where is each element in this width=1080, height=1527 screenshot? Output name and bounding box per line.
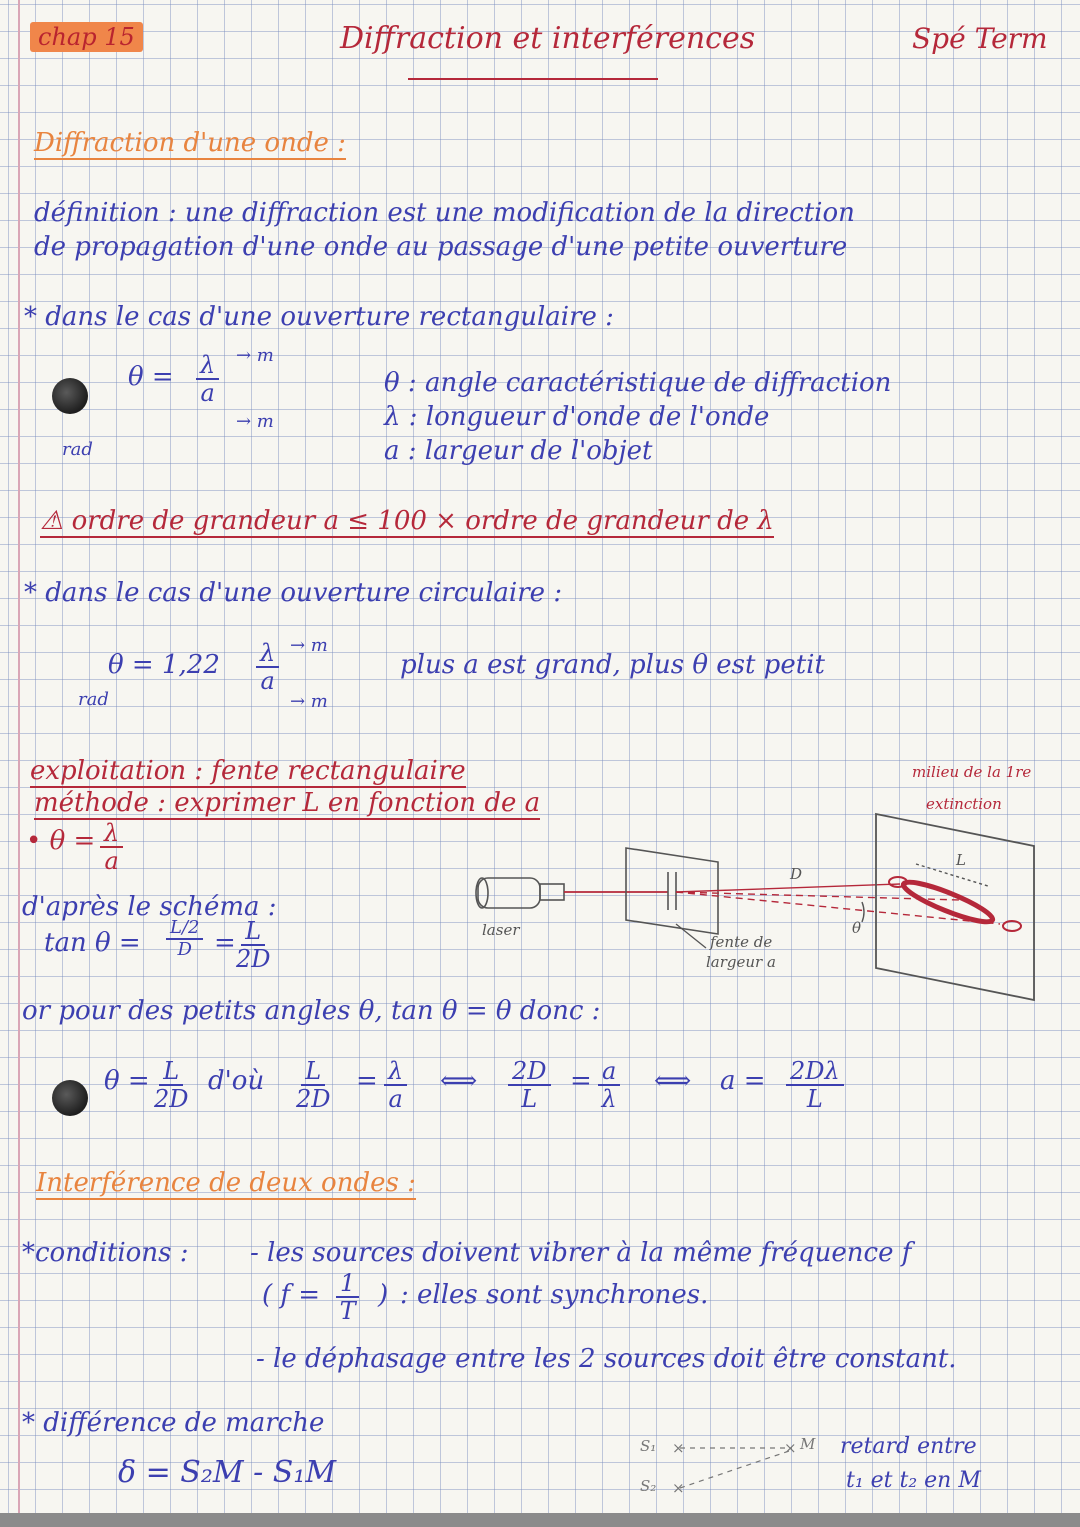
rect-formula-lhs: θ = xyxy=(128,362,174,392)
source-s1-marker: × xyxy=(672,1439,685,1457)
circ-unit-num: → m xyxy=(290,635,328,656)
schema-intro: d'après le schéma : xyxy=(22,892,277,922)
delay-note-2: t₁ et t₂ en M xyxy=(846,1468,981,1493)
exploitation-title: exploitation : fente rectangulaire xyxy=(30,756,466,786)
slit-label-1: fente de xyxy=(710,933,773,951)
final-frac-2b-num: λ xyxy=(384,1058,407,1086)
bullet-formula-num: λ xyxy=(100,820,123,848)
source-s2-marker: × xyxy=(672,1479,685,1497)
laser-label: laser xyxy=(482,921,520,939)
definition-line-1: définition : une diffraction est une modification de la direction xyxy=(34,198,855,228)
conditions-label: *conditions : xyxy=(22,1238,189,1268)
circ-unit-theta: rad xyxy=(78,689,109,710)
circ-formula-lhs: θ = 1,22 xyxy=(108,650,220,680)
screen-note-2: extinction xyxy=(926,795,1002,813)
rect-unit-den: → m xyxy=(236,411,274,432)
condition-1-formula-rhs: ) xyxy=(378,1280,389,1310)
final-frac-3-den: L xyxy=(521,1085,538,1113)
final-frac-4-den: L xyxy=(806,1085,823,1113)
final-frac-3b-den: λ xyxy=(601,1085,617,1113)
final-frac-2-den: 2D xyxy=(296,1085,331,1113)
condition-1-formula-lhs: ( f = xyxy=(262,1280,321,1310)
point-m-label: M xyxy=(800,1435,816,1453)
source-s1-label: S₁ xyxy=(640,1437,657,1455)
path-difference-formula: δ = S₂M - S₁M xyxy=(118,1455,337,1490)
rect-formula-den: a xyxy=(200,379,215,407)
width-l-label: L xyxy=(956,851,966,869)
final-lhs-1: θ = xyxy=(104,1066,150,1096)
final-frac-3-num: 2D xyxy=(508,1058,551,1086)
path-difference-label: * différence de marche xyxy=(22,1408,325,1438)
small-angles-line: or pour des petits angles θ, tan θ = θ donc : xyxy=(22,996,601,1026)
screen-note-1: milieu de la 1re xyxy=(912,763,1032,781)
rect-unit-theta: rad xyxy=(62,439,93,460)
final-equiv-1: ⟺ xyxy=(440,1066,478,1096)
slit-label-2: largeur a xyxy=(706,953,776,971)
page-title: Diffraction et interférences xyxy=(340,21,756,56)
section-heading-diffraction: Diffraction d'une onde : xyxy=(34,128,346,158)
laser-drawing xyxy=(476,878,564,908)
slit-pointer xyxy=(676,924,706,948)
tan-eq: = xyxy=(214,928,236,958)
bullet-formula-lhs: • θ = xyxy=(26,826,96,856)
bullet-formula-den: a xyxy=(104,847,119,875)
order-of-magnitude-warning: ⚠ ordre de grandeur a ≤ 100 × ordre de grandeur de λ xyxy=(40,506,774,536)
final-lhs-4: a = xyxy=(720,1066,766,1096)
condition-2: - le déphasage entre les 2 sources doit être constant. xyxy=(256,1344,957,1374)
source-s2-label: S₂ xyxy=(640,1477,657,1495)
diffracted-beam xyxy=(676,884,1000,924)
circ-formula-num: λ xyxy=(256,640,279,668)
condition-1-line-2: : elles sont synchrones. xyxy=(400,1280,709,1310)
rect-formula-num: λ xyxy=(196,352,219,380)
rect-case-label: * dans le cas d'une ouverture rectangulaire : xyxy=(24,302,614,332)
circ-unit-den: → m xyxy=(290,691,328,712)
point-m-marker: × xyxy=(784,1439,797,1457)
distance-d-label: D xyxy=(790,865,803,883)
final-equiv-2: ⟺ xyxy=(654,1066,692,1096)
section-heading-interference: Interférence de deux ondes : xyxy=(36,1168,416,1198)
final-frac-4-num: 2Dλ xyxy=(786,1058,844,1086)
legend-a: a : largeur de l'objet xyxy=(384,436,653,466)
final-dou: d'où xyxy=(208,1066,265,1096)
screen xyxy=(876,814,1034,1000)
final-frac-1-den: 2D xyxy=(154,1085,189,1113)
class-label: Spé Term xyxy=(912,22,1048,55)
tan-fraction-1-den: D xyxy=(177,939,192,960)
final-frac-2b-den: a xyxy=(388,1085,403,1113)
frequency-fraction-num: 1 xyxy=(336,1270,359,1298)
diffraction-pattern xyxy=(889,876,1021,931)
final-frac-2-num: L xyxy=(301,1058,325,1086)
circ-formula-den: a xyxy=(260,667,275,695)
frequency-fraction xyxy=(336,1270,359,1324)
interference-mini-diagram xyxy=(680,1448,792,1488)
exploitation-method: méthode : exprimer L en fonction de a xyxy=(34,788,541,818)
frequency-fraction-den: T xyxy=(339,1297,356,1325)
tan-fraction-2-num: L xyxy=(241,918,265,946)
page-bottom-edge xyxy=(0,1513,1080,1527)
circ-case-label: * dans le cas d'une ouverture circulaire : xyxy=(24,578,563,608)
tan-fraction-2-den: 2D xyxy=(236,945,271,973)
rect-unit-num: → m xyxy=(236,345,274,366)
final-frac-3b-num: a xyxy=(598,1058,620,1086)
tan-formula-lhs: tan θ = xyxy=(44,928,141,958)
legend-lambda: λ : longueur d'onde de l'onde xyxy=(384,402,770,432)
tan-fraction-1-num: L/2 xyxy=(166,918,203,940)
definition-line-2: de propagation d'une onde au passage d'une petite ouverture xyxy=(34,232,848,262)
condition-1-line-1: - les sources doivent vibrer à la même fréquence f xyxy=(250,1238,912,1268)
diagram-theta-label: θ xyxy=(852,919,862,937)
legend-theta: θ : angle caractéristique de diffraction xyxy=(384,368,892,398)
chapter-tag: chap 15 xyxy=(30,22,143,52)
delay-note-1: retard entre xyxy=(840,1434,977,1459)
final-frac-1-num: L xyxy=(159,1058,183,1086)
final-eq-2: = xyxy=(570,1066,592,1096)
theta-arc xyxy=(862,902,864,922)
final-eq-1: = xyxy=(356,1066,378,1096)
circ-note: plus a est grand, plus θ est petit xyxy=(400,650,825,680)
